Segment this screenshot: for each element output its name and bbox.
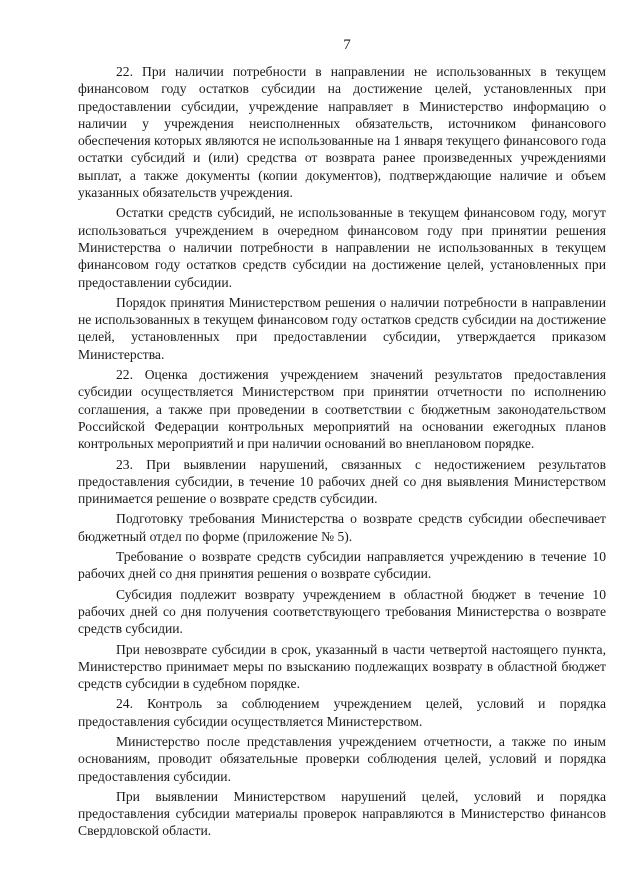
paragraph: Подготовку требования Министерства о возврате средств субсидии обеспечивает бюджетный отдел по форме (приложение № 5).: [78, 511, 606, 544]
paragraph: Порядок принятия Министерством решения о наличии потребности в направлении не использованных в текущем финансовом году остатков средств субсидии на достижение целей, установленных при предоставлении субсидии, утверждается приказом Министерства.: [78, 294, 606, 362]
page-number: 7: [343, 37, 351, 53]
paragraph: 24. Контроль за соблюдением учреждением целей, условий и порядка предоставления субсидии осуществляется Министерством.: [78, 696, 606, 729]
paragraph: Остатки средств субсидий, не использованные в текущем финансовом году, могут использоваться учреждением в очередном финансовом году при принятии решения Министерства о наличии потребности в направлении не использованных в текущем финансовом году остатков средств субсидии на достижение целей, установленных при предоставлении субсидии.: [78, 205, 606, 290]
paragraph: Министерство после представления учреждением отчетности, а также по иным основаниям, проводит обязательные проверки соблюдения целей, условий и порядка предоставления субсидии.: [78, 733, 606, 784]
paragraph: 23. При выявлении нарушений, связанных с недостижением результатов предоставления субсидии, в течение 10 рабочих дней со дня выявления Министерством принимается решение о возврате средств субсидии.: [78, 456, 606, 507]
paragraph: 22. При наличии потребности в направлении не использованных в текущем финансовом году остатков субсидии на достижение целей, установленных при предоставлении субсидии, учреждение направляет в Министерство информацию о наличии у учреждения неисполненных обязательств, источником финансового обеспечения которых являются не использованные на 1 января текущего финансового года остатки субсидий и (или) средства от возврата ранее произведенных учреждениями выплат, а также документы (копии документов), подтверждающие наличие и объем указанных обязательств учреждения.: [78, 64, 606, 201]
paragraph: Требование о возврате средств субсидии направляется учреждению в течение 10 рабочих дней со дня принятия решения о возврате субсидии.: [78, 549, 606, 582]
paragraph: 22. Оценка достижения учреждением значений результатов предоставления субсидии осуществляется Министерством при принятии отчетности по исполнению соглашения, а также при проведении в соответствии с бюджетным законодательством Российской Федерации контрольных мероприятий на основании ежегодных планов контрольных мероприятий и при наличии оснований во внеплановом порядке.: [78, 367, 606, 452]
paragraph: При невозврате субсидии в срок, указанный в части четвертой настоящего пункта, Министерство принимает меры по взысканию подлежащих возврату в областной бюджет средств субсидии в судебном порядке.: [78, 641, 606, 692]
paragraph: Субсидия подлежит возврату учреждением в областной бюджет в течение 10 рабочих дней со дня получения соответствующего требования Министерства о возврате средств субсидии.: [78, 586, 606, 637]
paragraph: При выявлении Министерством нарушений целей, условий и порядка предоставления субсидии материалы проверок направляются в Министерство финансов Свердловской области.: [78, 788, 606, 839]
